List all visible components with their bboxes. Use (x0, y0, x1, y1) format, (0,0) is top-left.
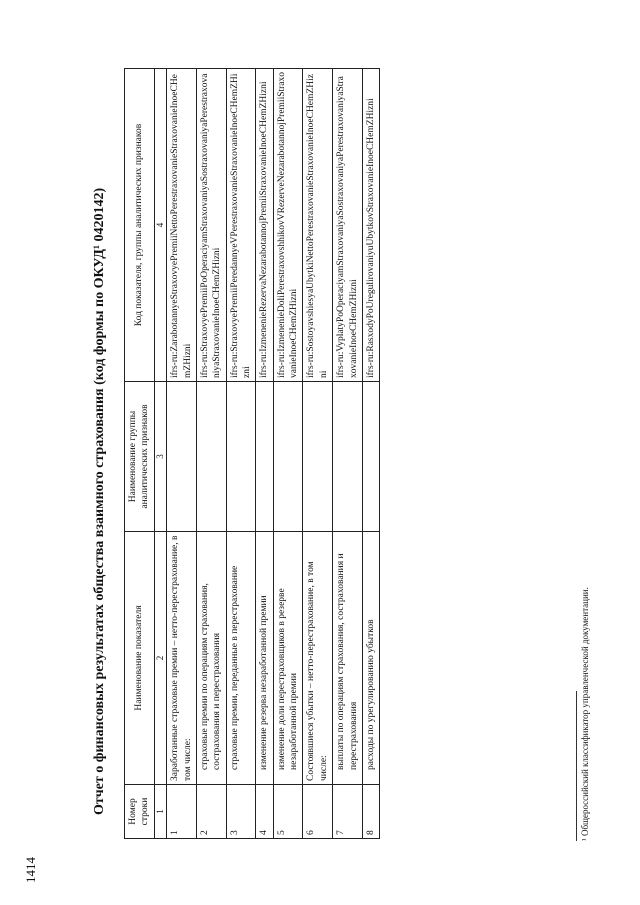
group-name (197, 382, 227, 532)
header-row-number: Номер строки (125, 785, 155, 839)
footnote: ¹ Общероссийский классификатор управленческой документации. (580, 587, 590, 841)
row-number: 6 (303, 785, 333, 839)
group-name (273, 382, 303, 532)
table-row (256, 69, 273, 839)
indicator-code: ifrs-ru:ZarabotannyeStraxovyePremiiNettoPerestraxovanieStraxovanieInoeCHemZHizni (167, 69, 197, 382)
row-number: 3 (226, 785, 256, 839)
group-name (256, 382, 273, 532)
table-row (362, 69, 379, 839)
indicator-name: расходы по урегулированию убытков (362, 532, 379, 785)
column-number-row (154, 69, 167, 839)
column-number: 3 (154, 382, 167, 532)
row-number: 5 (273, 785, 303, 839)
indicator-code: ifrs-ru:StraxovyePremiiPeredannyeVPerestraxovanieStraxovanieInoeCHemZHizni (226, 69, 256, 382)
indicator-name: страховые премии, переданные в перестрахование (226, 532, 256, 785)
indicator-name: Заработанные страховые премии – нетто-перестрахование, в том числе: (167, 532, 197, 785)
indicator-code: ifrs-ru:VyplatyPoOperaciyamStraxovaniyaSostraxovaniyaPerestraxovaniyaStraxovanieInoeCHemZHizni (333, 69, 363, 382)
group-name (333, 382, 363, 532)
report-table (124, 68, 380, 839)
header-group-name: Наименование группы аналитических признаков (125, 382, 155, 532)
row-number: 2 (197, 785, 227, 839)
indicator-name: страховые премии по операциям страхования, сострахования и перестрахования (197, 532, 227, 785)
group-name (303, 382, 333, 532)
table-row (226, 69, 256, 839)
table-row (197, 69, 227, 839)
indicator-name: изменение резерва незаработанной премии (256, 532, 273, 785)
group-name (167, 382, 197, 532)
indicator-name: изменение доли перестраховщиков в резерве незаработанной премии (273, 532, 303, 785)
row-number: 7 (333, 785, 363, 839)
indicator-name: Состоявшиеся убытки – нетто-перестрахование, в том числе: (303, 532, 333, 785)
header-indicator-name: Наименование показателя (125, 532, 155, 785)
indicator-code: ifrs-ru:IzmenenieDoliPerestraxovshhikovVRezerveNezarabotannojPremiiStraxovanieInoeCHemZHizni (273, 69, 303, 382)
table-row (167, 69, 197, 839)
header-indicator-code: Код показателя, группы аналитических признаков (125, 69, 155, 382)
table-row (273, 69, 303, 839)
table-row (303, 69, 333, 839)
indicator-name: выплаты по операциям страхования, сострахования и перестрахования (333, 532, 363, 785)
group-name (362, 382, 379, 532)
row-number: 1 (167, 785, 197, 839)
column-number: 1 (154, 785, 167, 839)
header-row (125, 69, 155, 839)
footnote-divider (576, 691, 577, 841)
indicator-code: ifrs-ru:RasxodyPoUregulirovaniyuUbytkovStraxovanieInoeCHemZHizni (362, 69, 379, 382)
indicator-code: ifrs-ru:IzmenenieRezervaNezarabotannojPremiiStraxovanieInoeCHemZHizni (256, 69, 273, 382)
indicator-code: ifrs-ru:SostoyavshiesyaUbytkiNettoPerestraxovanieStraxovanieInoeCHemZHizni (303, 69, 333, 382)
column-number: 2 (154, 532, 167, 785)
column-number: 4 (154, 69, 167, 382)
group-name (226, 382, 256, 532)
document-title: Отчет о финансовых результатах общества взаимного страхования (код формы по ОКУД¹ 0420142) (92, 187, 107, 815)
indicator-code: ifrs-ru:StraxovyePremiiPoOperaciyamStraxovaniyaSostraxovaniyaPerestraxovaniyaStraxovanieInoeCHemZHizni (197, 69, 227, 382)
table-row (333, 69, 363, 839)
page-number: 1414 (23, 857, 38, 883)
row-number: 8 (362, 785, 379, 839)
row-number: 4 (256, 785, 273, 839)
